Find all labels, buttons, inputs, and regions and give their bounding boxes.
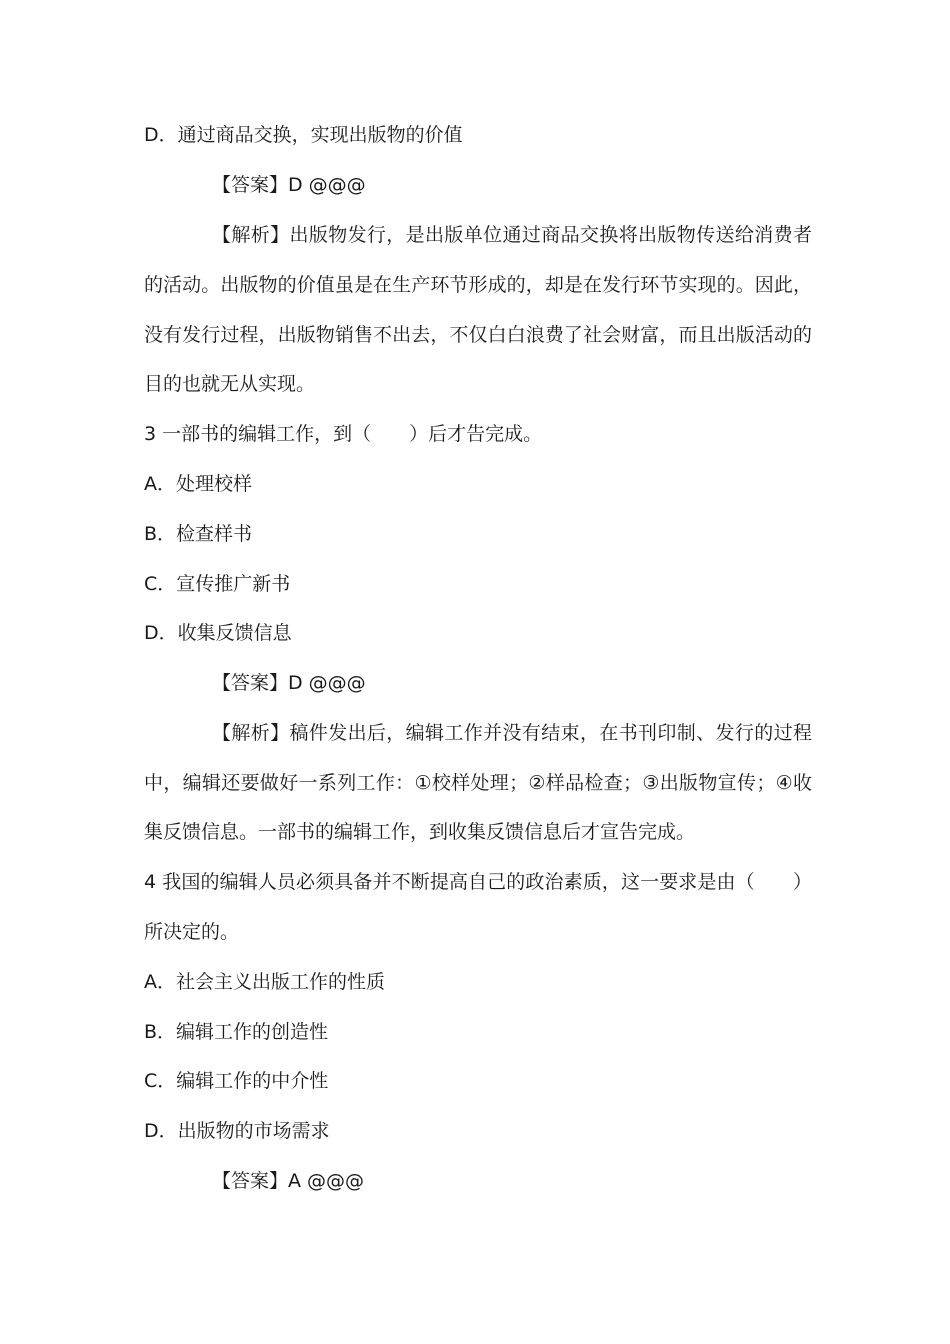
analysis-q3-line3: 集反馈信息。一部书的编辑工作，到收集反馈信息后才宣告完成。 xyxy=(144,821,696,843)
option-d-q3: D．收集反馈信息 xyxy=(144,622,292,644)
option-a-q4: A．社会主义出版工作的性质 xyxy=(144,971,385,993)
option-d-q2: D．通过商品交换，实现出版物的价值 xyxy=(144,124,463,146)
question-4-line2: 所决定的。 xyxy=(144,921,240,943)
analysis-q2-line2: 的活动。出版物的价值虽是在生产环节形成的，却是在发行环节实现的。因此， xyxy=(144,274,812,296)
answer-q3: 【答案】D @@@ xyxy=(212,672,366,694)
option-c-q4: C．编辑工作的中介性 xyxy=(144,1070,329,1092)
question-3: 3 一部书的编辑工作，到（ ）后才告完成。 xyxy=(144,423,543,445)
option-b-q3: B．检查样书 xyxy=(144,523,253,545)
analysis-q2-line1: 【解析】出版物发行，是出版单位通过商品交换将出版物传送给消费者 xyxy=(212,224,812,246)
option-b-q4: B．编辑工作的创造性 xyxy=(144,1021,329,1043)
answer-q2: 【答案】D @@@ xyxy=(212,174,366,196)
option-a-q3: A．处理校样 xyxy=(144,473,252,495)
answer-q4: 【答案】A @@@ xyxy=(212,1170,365,1192)
analysis-q2-line4: 目的也就无从实现。 xyxy=(144,373,316,395)
question-4-line1: 4 我国的编辑人员必须具备并不断提高自己的政治素质，这一要求是由（ ） xyxy=(144,871,812,893)
option-d-q4: D．出版物的市场需求 xyxy=(144,1120,330,1142)
analysis-q2-line3: 没有发行过程，出版物销售不出去，不仅白白浪费了社会财富，而且出版活动的 xyxy=(144,324,812,346)
analysis-q3-line1: 【解析】稿件发出后，编辑工作并没有结束，在书刊印制、发行的过程 xyxy=(212,722,812,744)
option-c-q3: C．宣传推广新书 xyxy=(144,573,291,595)
analysis-q3-line2: 中，编辑还要做好一系列工作：①校样处理；②样品检查；③出版物宣传；④收 xyxy=(144,772,812,794)
